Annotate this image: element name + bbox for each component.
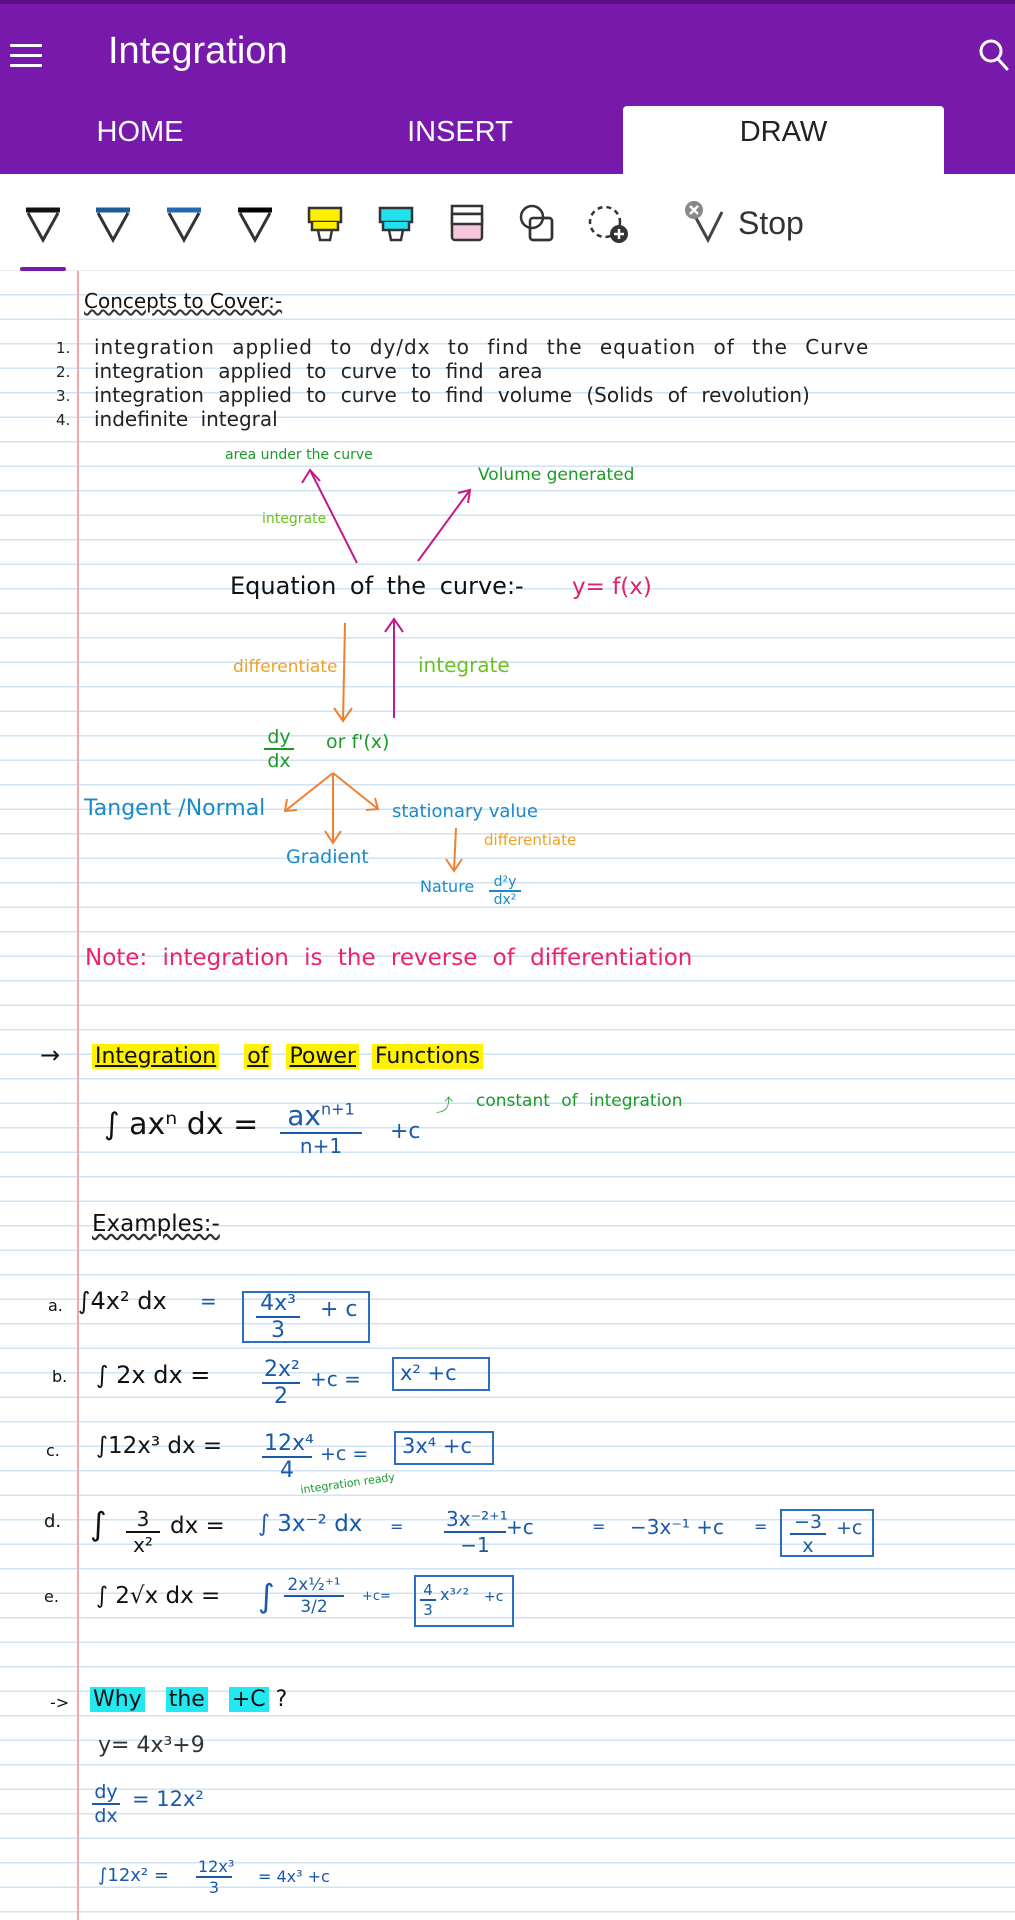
black-pen-icon[interactable] bbox=[20, 200, 66, 246]
example-b-lhs: ∫ 2x dx = bbox=[96, 1361, 211, 1389]
area-under-curve-label: area under the curve bbox=[225, 447, 373, 463]
example-d-boxed-c: +c bbox=[836, 1517, 863, 1539]
example-d-boxed-fraction: $\frac{-3}{x}$ bbox=[790, 1511, 826, 1557]
example-d-fraction: $\frac{3}{\text{x²}}$ bbox=[126, 1507, 160, 1557]
power-rule-fraction: $ax^{n+1}$ n+1 bbox=[280, 1099, 362, 1158]
example-e-label: e. bbox=[44, 1587, 59, 1606]
cyan-highlighter-icon[interactable] bbox=[373, 200, 419, 246]
example-a-eq: = bbox=[200, 1289, 217, 1313]
lasso-add-icon[interactable] bbox=[585, 200, 631, 246]
blue-pen-2-icon[interactable] bbox=[161, 200, 207, 246]
search-icon[interactable] bbox=[978, 38, 1010, 72]
why-line-2: = 12x² bbox=[132, 1787, 204, 1811]
gradient-label: Gradient bbox=[286, 846, 369, 868]
tangent-normal-label: Tangent /Normal bbox=[84, 796, 266, 821]
hamburger-menu-icon[interactable] bbox=[10, 42, 42, 70]
example-a-fraction: $\frac{\text{4x³}}{3}$ bbox=[256, 1291, 300, 1343]
integrate-label: integrate bbox=[418, 653, 510, 677]
example-c-label: c. bbox=[46, 1441, 60, 1460]
differentiate-label: differentiate bbox=[233, 657, 338, 677]
why-dy-dx-fraction: $\frac{dy}{dx}$ bbox=[92, 1781, 120, 1827]
why-the-c-header: Why the +C ? bbox=[90, 1687, 287, 1712]
tab-home[interactable]: HOME bbox=[96, 116, 184, 148]
yellow-highlighter-icon[interactable] bbox=[302, 200, 348, 246]
blue-pen-icon[interactable] bbox=[90, 200, 136, 246]
volume-generated-label: Volume generated bbox=[478, 465, 635, 485]
constant-arrow-icon: ⤴ bbox=[436, 1096, 453, 1116]
why-line-3-fraction: $\frac{\text{12x³}}{3}$ bbox=[198, 1857, 235, 1897]
stationary-value-label: stationary value bbox=[392, 801, 538, 822]
stop-label: Stop bbox=[738, 205, 804, 241]
example-e-c: +c= bbox=[362, 1589, 391, 1604]
pink-highlighter-icon[interactable] bbox=[444, 200, 490, 246]
page-title: Integration bbox=[108, 30, 288, 72]
dy-dx-fraction: $\frac{dy}{dx}$ bbox=[264, 726, 294, 772]
example-b-label: b. bbox=[52, 1367, 68, 1386]
reverse-note: Note: integration is the reverse of differentiation bbox=[85, 945, 693, 971]
tab-insert[interactable]: INSERT bbox=[407, 116, 513, 148]
header-arrow-icon: → bbox=[40, 1041, 61, 1069]
y-equals-fx-label: y= f(x) bbox=[572, 574, 652, 600]
concept-num-2: 2. bbox=[56, 363, 71, 381]
stop-button[interactable] bbox=[682, 198, 802, 248]
black-pen-2-icon[interactable] bbox=[232, 200, 278, 246]
concept-item-3: integration applied to curve to find volume (Solids of revolution) bbox=[94, 383, 810, 407]
example-e-boxed-c: +c bbox=[484, 1589, 504, 1605]
draw-toolbar bbox=[0, 174, 1015, 271]
concept-num-1: 1. bbox=[56, 339, 71, 357]
example-a-tail: + c bbox=[320, 1297, 358, 1322]
d2y-dx2-fraction: $\frac{\text{d²y}}{\text{dx²}}$ bbox=[489, 874, 521, 908]
why-line-1: y= 4x³+9 bbox=[98, 1733, 205, 1758]
concept-num-4: 4. bbox=[56, 411, 71, 429]
integration-ready-note: integration ready bbox=[299, 1470, 396, 1497]
eraser-stop-icon bbox=[682, 198, 732, 248]
example-d-label: d. bbox=[44, 1511, 62, 1532]
example-d-integral-sign: ∫ bbox=[90, 1505, 107, 1543]
power-rule-plus-c: +c bbox=[390, 1119, 421, 1144]
example-b-boxed: x² +c bbox=[400, 1361, 457, 1385]
or-f-prime-label: or f'(x) bbox=[326, 731, 390, 753]
example-d-step3: −3x⁻¹ +c bbox=[630, 1515, 725, 1539]
example-e-boxed-fraction: $\frac{4}{3}$ bbox=[420, 1581, 436, 1619]
example-c-lhs: ∫12x³ dx = bbox=[96, 1433, 223, 1459]
example-c-fraction: $\frac{\text{12x⁴}}{4}$ bbox=[264, 1431, 314, 1483]
power-functions-header: Integration of Power Functions bbox=[92, 1044, 483, 1069]
examples-title: Examples:- bbox=[92, 1211, 220, 1237]
header-top-strip bbox=[0, 0, 1015, 4]
example-a-label: a. bbox=[48, 1296, 63, 1315]
constant-of-integration-note: constant of integration bbox=[476, 1091, 683, 1111]
example-e-lhs: ∫ 2√x dx = bbox=[96, 1583, 221, 1609]
note-canvas[interactable] bbox=[0, 271, 1015, 1920]
why-line-3-rhs: = 4x³ +c bbox=[258, 1867, 330, 1886]
concept-item-4: indefinite integral bbox=[94, 407, 278, 431]
example-b-mid: +c = bbox=[310, 1367, 361, 1391]
tab-draw[interactable]: DRAW bbox=[623, 106, 944, 174]
concept-num-3: 3. bbox=[56, 387, 71, 405]
example-b-fraction: $\frac{\text{2x²}}{2}$ bbox=[264, 1357, 300, 1409]
shapes-icon[interactable] bbox=[514, 200, 560, 246]
example-d-eq1: = bbox=[390, 1517, 404, 1536]
concept-item-2: integration applied to curve to find area bbox=[94, 359, 543, 383]
app-header bbox=[0, 0, 1015, 174]
example-d-step: ∫ 3x⁻² dx bbox=[258, 1511, 363, 1537]
why-arrow-icon: -> bbox=[50, 1693, 70, 1712]
example-e-integral-sign: ∫ bbox=[258, 1577, 275, 1615]
example-d-eq2: = bbox=[592, 1517, 606, 1536]
nature-label: Nature bbox=[420, 877, 475, 896]
example-d-fraction-2: $\frac{\text{3x⁻²⁺¹}}{-1}$ bbox=[446, 1507, 508, 1557]
integrate-small-label: integrate bbox=[262, 511, 327, 527]
example-a-lhs: ∫4x² dx bbox=[78, 1287, 167, 1315]
example-d-eq3: = bbox=[754, 1517, 768, 1536]
example-c-boxed: 3x⁴ +c bbox=[402, 1434, 473, 1458]
example-c-mid: +c = bbox=[320, 1443, 369, 1465]
example-d-dx: dx = bbox=[170, 1513, 225, 1539]
concept-item-1: integration applied to dy/dx to find the equation of the Curve bbox=[94, 335, 870, 359]
why-line-3-lhs: ∫12x² = bbox=[98, 1865, 169, 1886]
example-e-fraction: $\frac{\text{2x½⁺¹}}{3/2}$ bbox=[284, 1575, 344, 1617]
equation-of-curve-label: Equation of the curve:- bbox=[230, 572, 524, 600]
concepts-title: Concepts to Cover:- bbox=[84, 289, 283, 313]
differentiate-2-label: differentiate bbox=[484, 831, 577, 849]
concept-diagram-arrows bbox=[0, 271, 1015, 951]
example-d-c2: +c bbox=[506, 1515, 534, 1539]
power-rule-lhs: ∫ axⁿ dx = bbox=[104, 1107, 259, 1142]
example-e-boxed-x: x³ᐟ² bbox=[440, 1585, 470, 1604]
